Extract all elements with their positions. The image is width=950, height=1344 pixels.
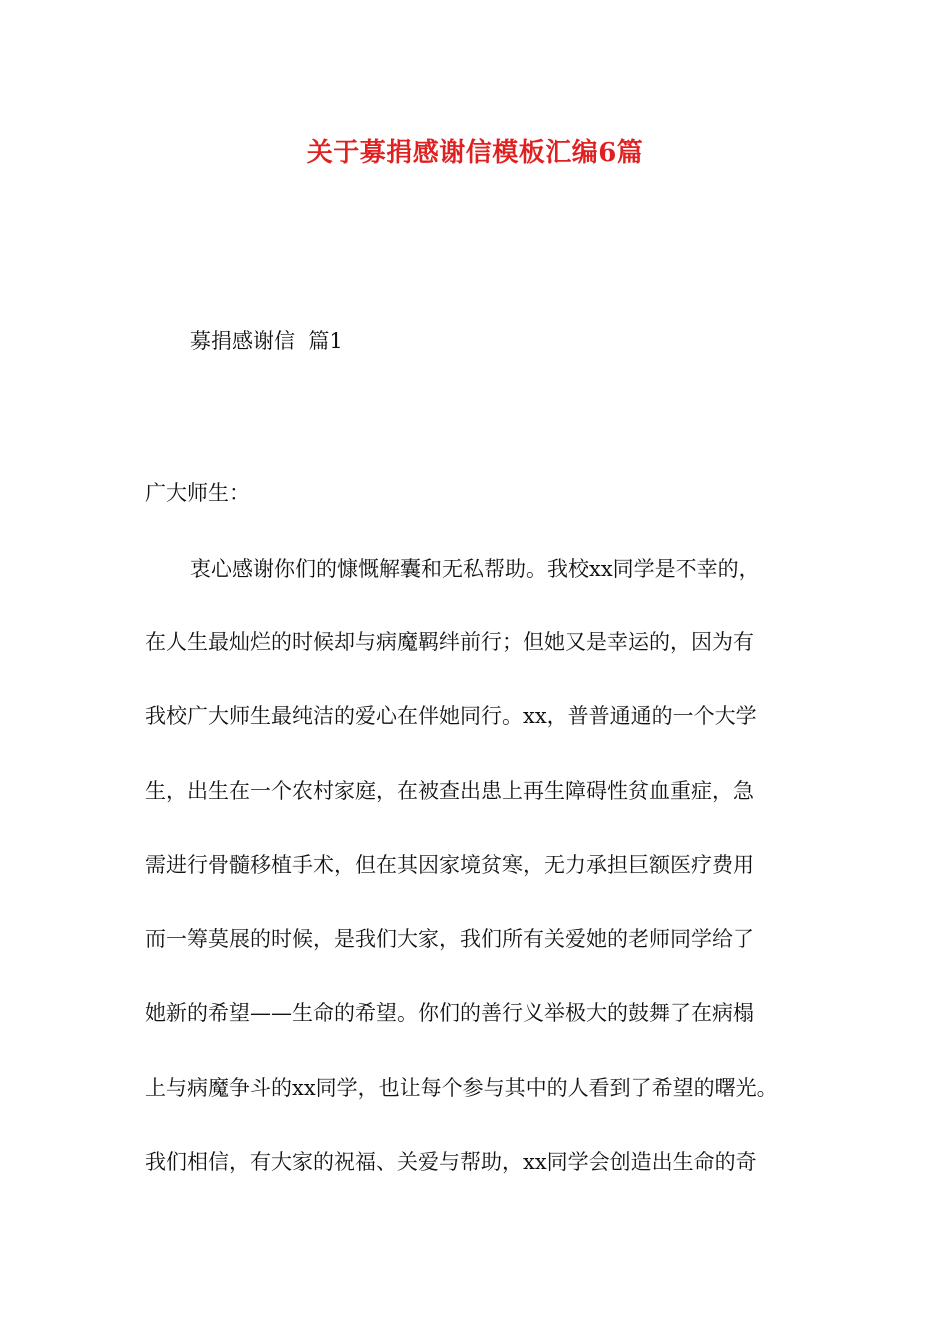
body-line: 衷心感谢你们的慷慨解囊和无私帮助。我校xx同学是不幸的， [190, 557, 760, 581]
salutation: 广大师生： [145, 481, 250, 505]
body-line: 我们相信，有大家的祝福、关爱与帮助，xx同学会创造出生命的奇 [145, 1150, 757, 1174]
body-line: 而一筹莫展的时候，是我们大家，我们所有关爱她的老师同学给了 [145, 927, 754, 951]
body-line: 需进行骨髓移植手术，但在其因家境贫寒，无力承担巨额医疗费用 [145, 853, 754, 877]
body-line: 她新的希望——生命的希望。你们的善行义举极大的鼓舞了在病榻 [145, 1001, 754, 1025]
body-line: 我校广大师生最纯洁的爱心在伴她同行。xx，普普通通的一个大学 [145, 704, 757, 728]
section-heading: 募捐感谢信 篇1 [190, 329, 343, 353]
body-line: 生，出生在一个农村家庭，在被查出患上再生障碍性贫血重症，急 [145, 779, 754, 803]
body-line: 上与病魔争斗的xx同学，也让每个参与其中的人看到了希望的曙光。 [145, 1076, 778, 1100]
body-line: 在人生最灿烂的时候却与病魔羁绊前行；但她又是幸运的，因为有 [145, 630, 754, 654]
document-title: 关于募捐感谢信模板汇编6篇 [306, 138, 644, 168]
